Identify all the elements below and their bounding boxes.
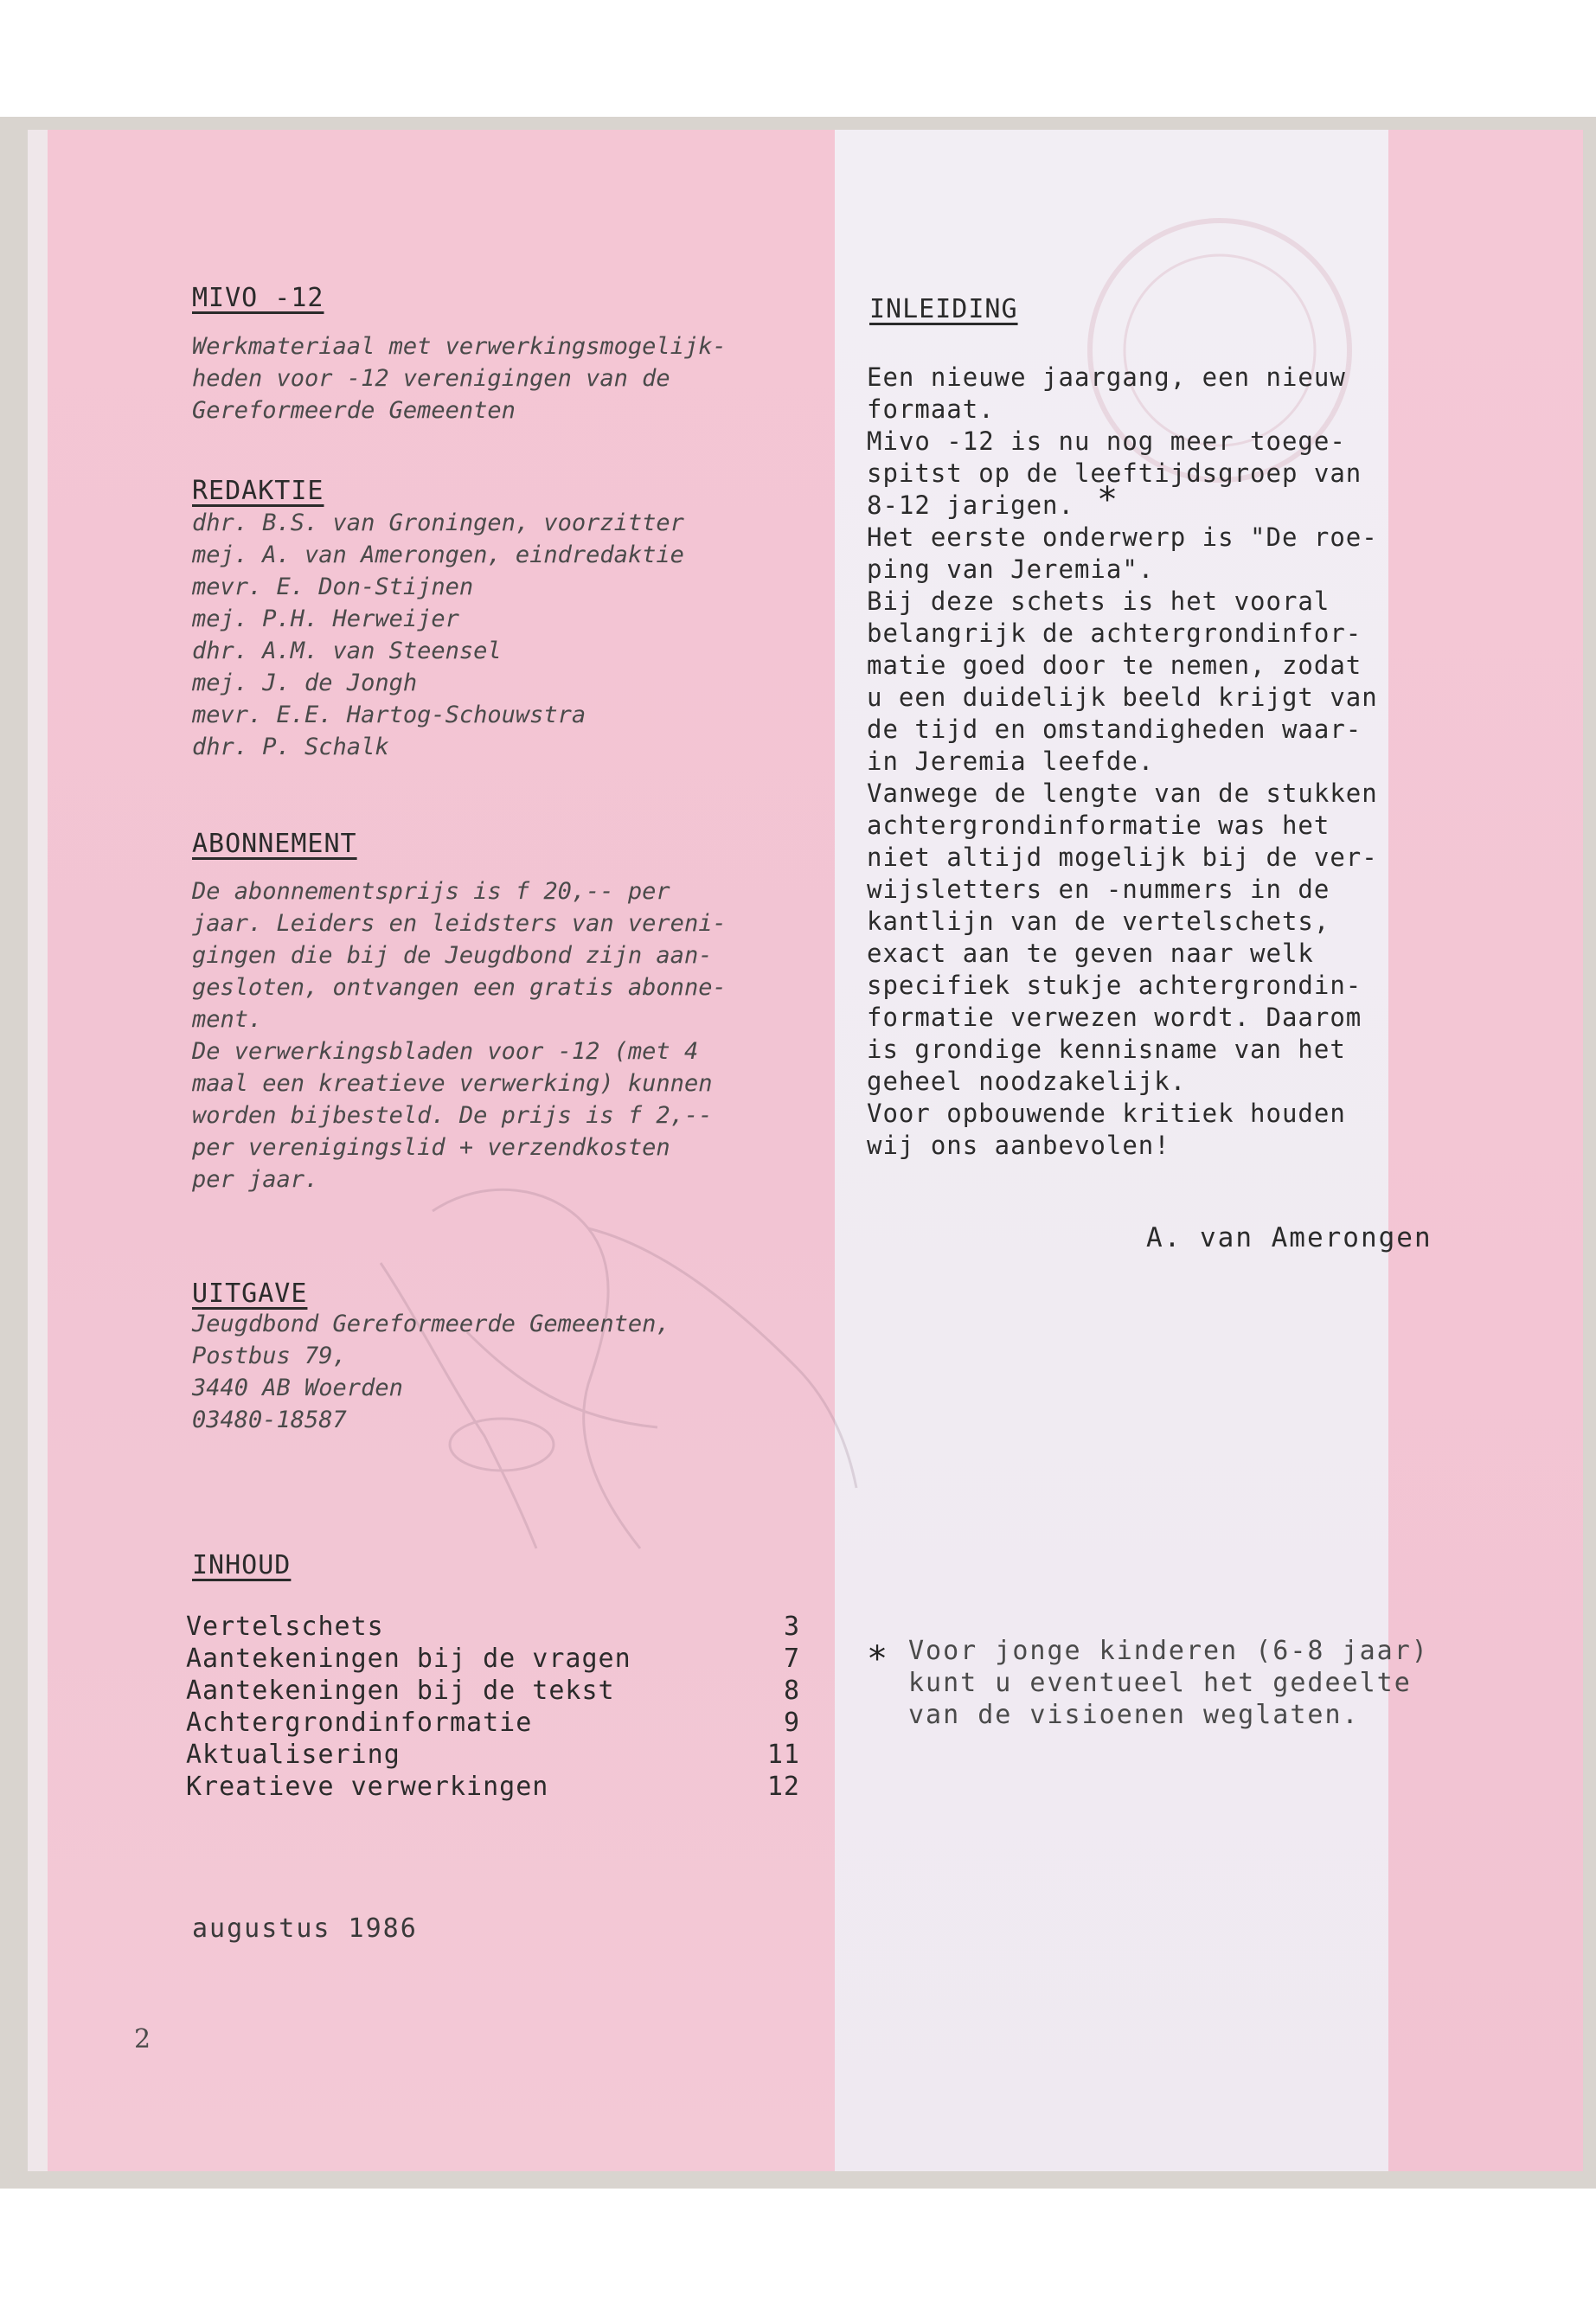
toc-page: 7: [783, 1644, 800, 1674]
page-right-strip: [1388, 130, 1583, 2171]
abonnement-heading: ABONNEMENT: [192, 829, 357, 859]
toc-label: Aantekeningen bij de tekst: [186, 1676, 615, 1706]
table-of-contents: [186, 1611, 800, 1803]
toc-label: Aantekeningen bij de vragen: [186, 1644, 631, 1674]
toc-page: 9: [783, 1708, 800, 1738]
signature: A. van Amerongen: [1146, 1222, 1433, 1253]
toc-row: [186, 1611, 800, 1643]
inleiding-text: Een nieuwe jaargang, een nieuw formaat. Mivo -12 is nu nog meer toege- spitst op de leeftijdsgroep van 8-12 jarigen. Het eerste onderwerp is "De roe- ping van Jeremia". Bij deze schets is het vooral belangrijk de achtergrondinfor- matie goed door te nemen, zodat u een duidelijk beeld krijgt van de tijd en omstandigheden waar- in Jeremia leefde. Vanwege de lengte van de stukken achtergrondinformatie was het niet altijd mogelijk bij de ver- wijsletters en -nummers in de kantlijn van de vertelschets, exact aan te geven naar welk specifiek stukje achtergrondin- formatie verwezen wordt. Daarom is grondige kennisname van het geheel noodzakelijk. Voor opbouwende kritiek houden wij ons aanbevolen!: [867, 362, 1378, 1160]
abonnement-text: De abonnementsprijs is f 20,-- per jaar. Leiders en leidsters van vereni- gingen die bij de Jeugdbond zijn aan- gesloten, ontvangen een gratis abonne- ment. De verwerkingsbladen voor -12 (met 4 maal een kreatieve verwerking) kunnen worden bijbesteld. De prijs is f 2,-- per verenigingslid + verzendkosten per jaar.: [192, 878, 727, 1193]
inhoud-heading: INHOUD: [192, 1550, 292, 1580]
toc-label: Vertelschets: [186, 1612, 384, 1642]
toc-row: [186, 1707, 800, 1739]
footnote-marker: *: [867, 1639, 888, 1679]
toc-label: Kreatieve verwerkingen: [186, 1772, 549, 1802]
toc-row: [186, 1675, 800, 1707]
redaktie-heading: REDAKTIE: [192, 476, 324, 506]
toc-row: [186, 1771, 800, 1803]
toc-page: 8: [783, 1676, 800, 1706]
footnote-marker-inline: *: [1097, 480, 1118, 520]
page-left-margin: [28, 130, 48, 2171]
toc-label: Achtergrondinformatie: [186, 1708, 533, 1738]
uitgave-heading: UITGAVE: [192, 1279, 308, 1309]
toc-row: [186, 1739, 800, 1771]
redaktie-members: dhr. B.S. van Groningen, voorzitter mej. A. van Amerongen, eindredaktie mevr. E. Don-Stijnen mej. P.H. Herweijer dhr. A.M. van Steensel mej. J. de Jongh mevr. E.E. Hartog-Schouwstra dhr. P. Schalk: [192, 510, 684, 760]
toc-page: 11: [766, 1740, 800, 1770]
mivo-subtitle: Werkmateriaal met verwerkingsmogelijk- heden voor -12 verenigingen van de Gereformeerde Gemeenten: [192, 333, 727, 424]
mivo-heading: MIVO -12: [192, 283, 324, 313]
toc-page: 3: [783, 1612, 800, 1642]
uitgave-text: Jeugdbond Gereformeerde Gemeenten, Postbus 79, 3440 AB Woerden 03480-18587: [192, 1311, 670, 1433]
inleiding-heading: INLEIDING: [869, 294, 1018, 324]
toc-page: 12: [766, 1772, 800, 1802]
toc-row: [186, 1643, 800, 1675]
publication-date: augustus 1986: [192, 1913, 418, 1944]
toc-label: Aktualisering: [186, 1740, 401, 1770]
footnote-text: Voor jonge kinderen (6-8 jaar) kunt u eventueel het gedeelte van de visioenen weglaten.: [908, 1636, 1429, 1730]
page-number: 2: [134, 2024, 151, 2054]
